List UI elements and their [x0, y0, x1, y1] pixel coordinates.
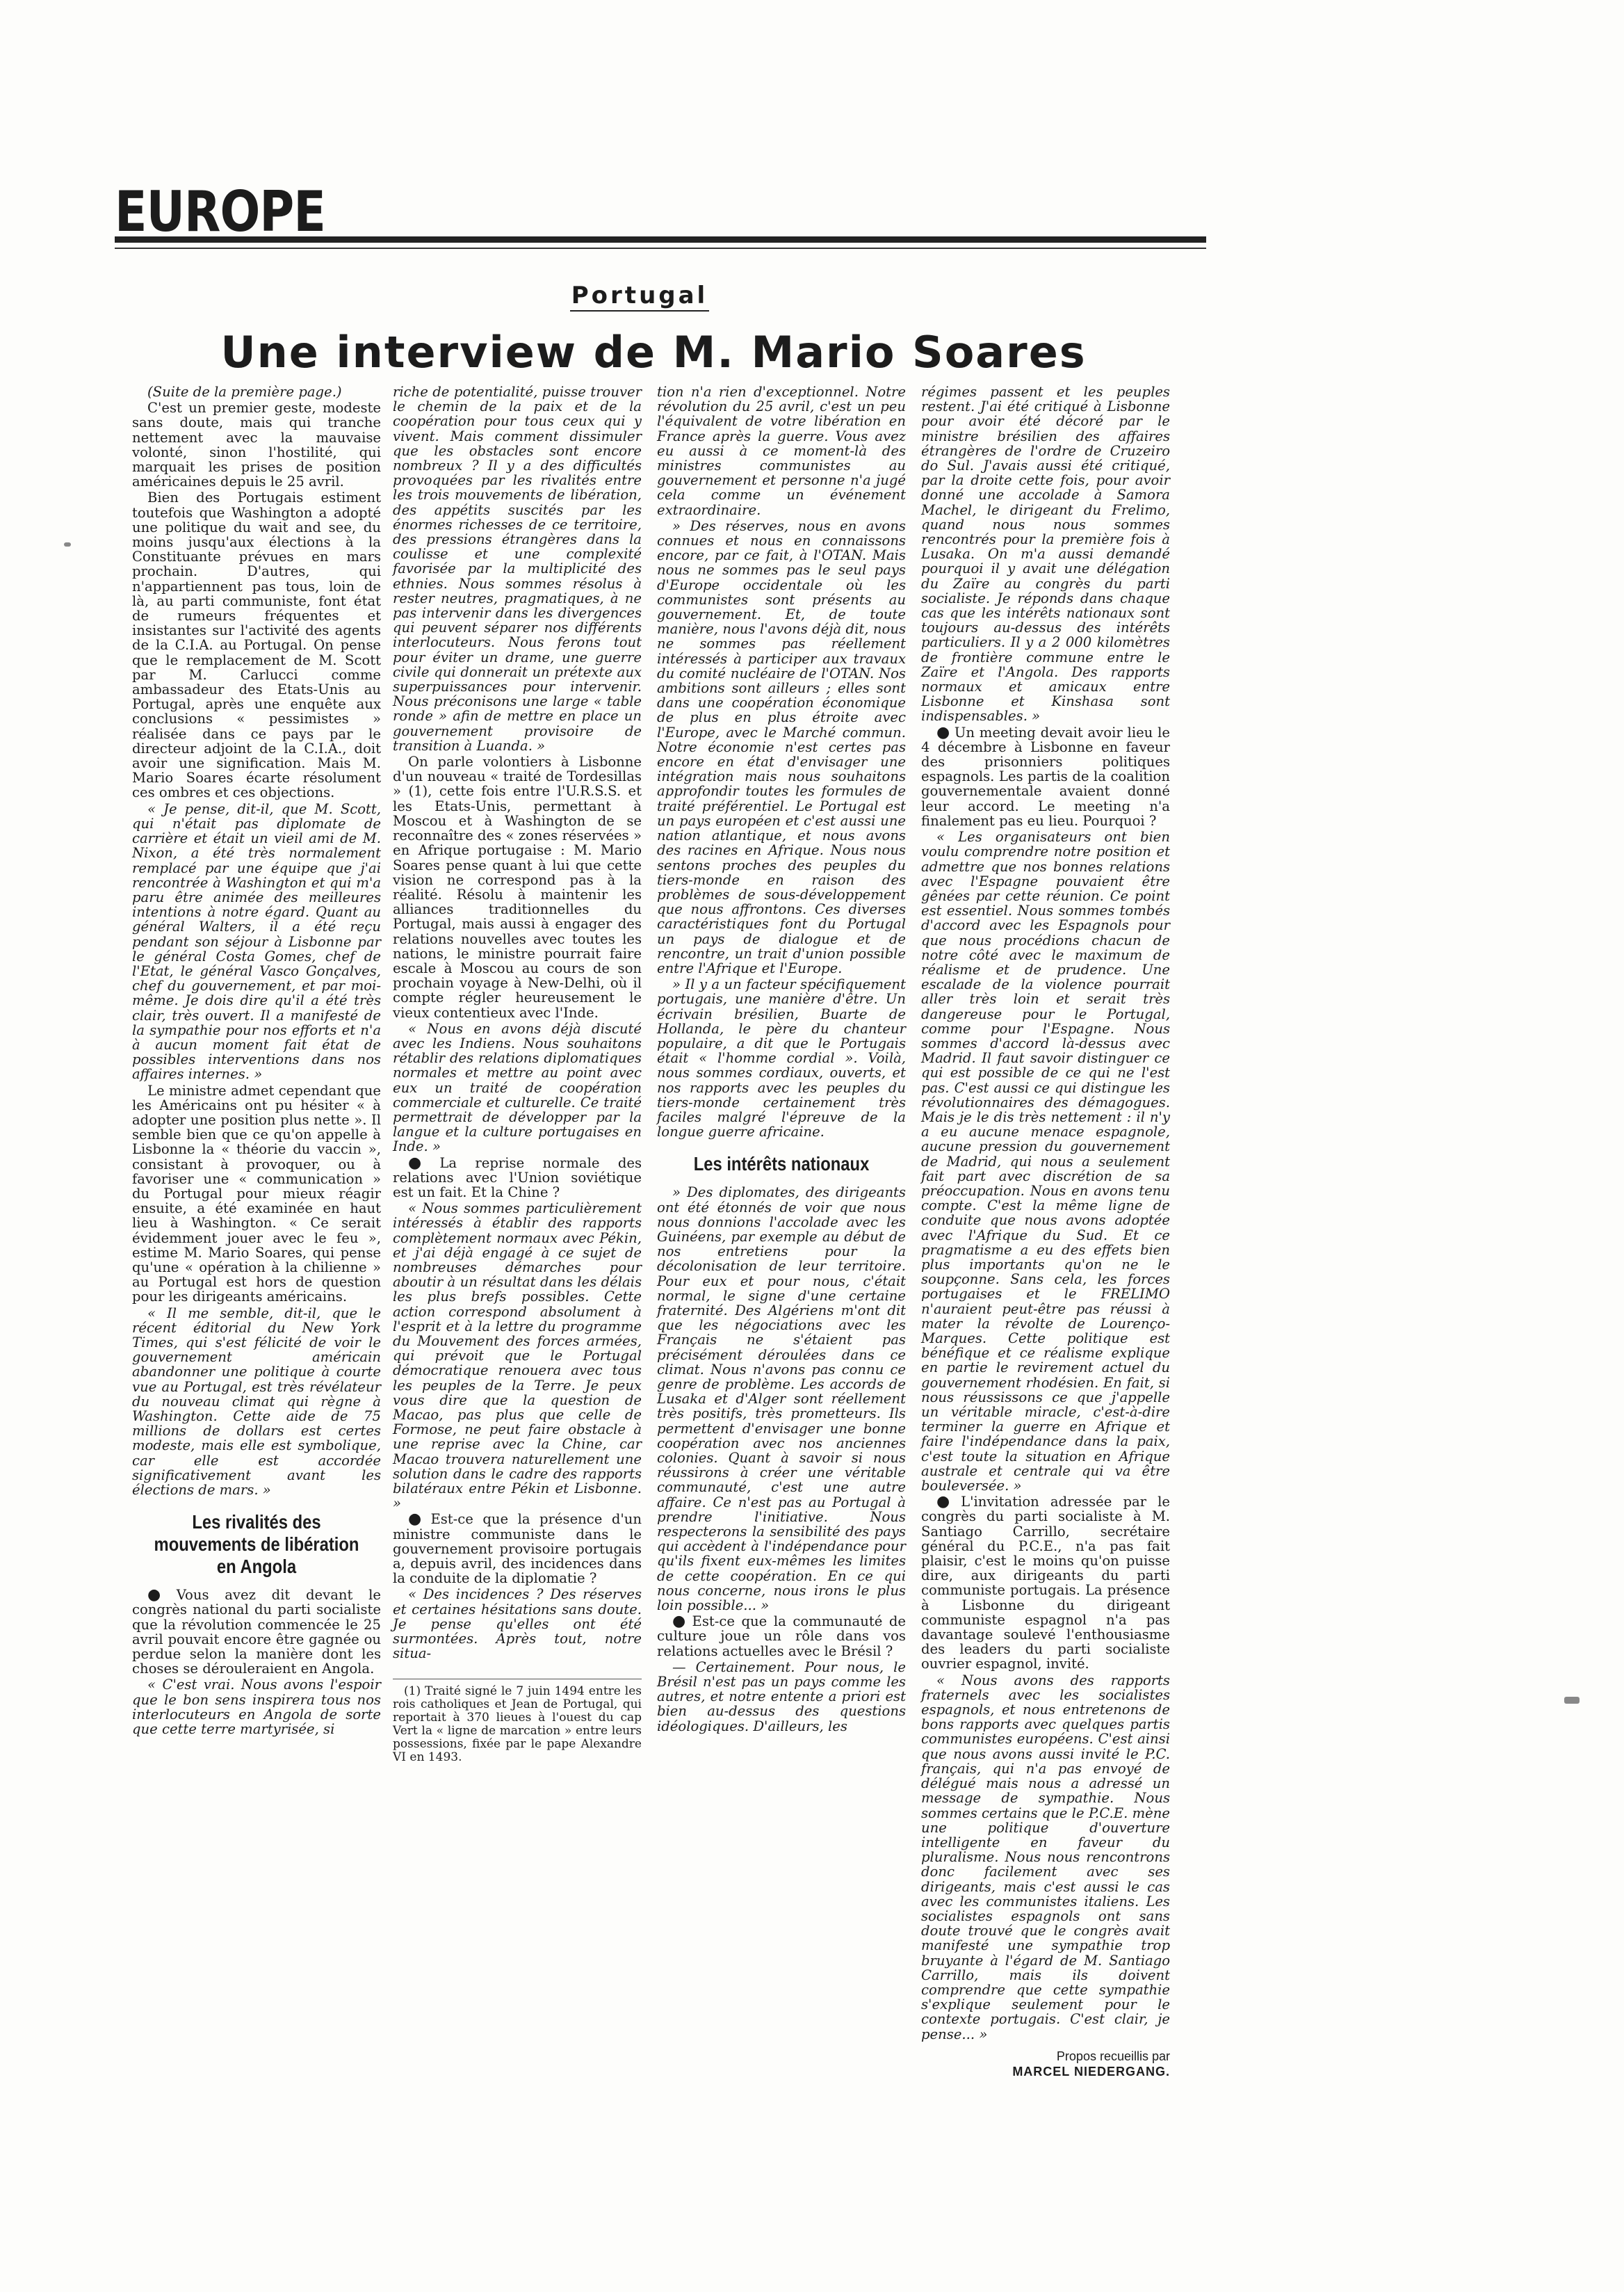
question-text: Est-ce que la présence d'un ministre communiste dans le gouvernement provisoire portugais a, depuis avril, des incidences dans la conduite de la diplomatie ? [393, 1511, 642, 1587]
bullet-icon: ● [147, 1586, 172, 1604]
bullet-icon: ● [408, 1154, 436, 1172]
quote-paragraph: « Nous avons des rapports fraternels avec les socialistes espagnols, et nous entretenons de bons rapports avec quelques partis communistes européens. C'est ainsi que nous avons aussi invité le P.C. français, qui n'a pas envoyé de délégué mais nous a adressé un message de sympathie. Nous sommes certains que le P.C.E. mène une politique d'ouverture intelligente en faveur du pluralisme. Nous nous rencontrons donc facilement avec ses dirigeants, mais c'est aussi le cas avec les communistes italiens. Les socialistes espagnols ont sans doute trouvé que le congrès avait manifesté une sympathie trop bruyante à l'égard de M. Santiago Carrillo, mais ils doivent comprendre que cette sympathie s'explique seulement pour le contexte portugais. C'est clair, je pense... » [921, 1672, 1170, 2042]
scan-speck [1564, 1697, 1580, 1704]
question-paragraph [657, 1614, 906, 1659]
question-text: La reprise normale des relations avec l'Union soviétique est un fait. Et la Chine ? [393, 1154, 642, 1200]
bullet-icon: ● [936, 723, 950, 741]
paragraph: (Suite de la première page.) [147, 384, 342, 400]
question-paragraph [921, 725, 1170, 828]
question-text: L'invitation adressée par le congrès du parti socialiste à M. Santiago Carrillo, secrétaire général du P.C.E., n'a pas fait plaisir, c'est le moins qu'on puisse dire, aux dirigeants du parti communiste portugais. La présence à Lisbonne du dirigeant communiste espagnol n'a pas davantage soulevé l'enthousiasme des leaders du parti socialiste ouvrier espagnol, invité. [921, 1494, 1170, 1672]
subheading: Les rivalités des mouvements de libération en Angola [154, 1511, 359, 1578]
column-4 [921, 385, 1170, 2079]
question-paragraph [132, 1588, 381, 1676]
quote-paragraph: « Nous en avons déjà discuté avec les Indiens. Nous souhaitons rétablir des relations diplomatiques normales et mettre au point avec eux un traité de coopération commerciale et culturelle. Ce traité permettrait de développer par la langue et la culture portugaises en Inde. » [393, 1020, 642, 1155]
column-3 [657, 385, 906, 1735]
paragraph: Bien des Portugais estiment toutefois que Washington a adopté une politique du wait and see, du moins jusqu'aux élections à la Constituante prévues en mars prochain. D'autres, qui n'appartiennent pas tous, loin de là, au parti communiste, font état de rumeurs fréquentes et insistantes sur l'activité des agents de la C.I.A. au Portugal. On pense que le remplacement de M. Scott par M. Carlucci comme ambassadeur des Etats-Unis au Portugal, après une enquête aux conclusions « pessimistes » réalisée dans ce pays par le directeur adjoint de la C.I.A., doit avoir une signification. Mais M. Mario Soares écarte résolument ces ombres et ces objections. [132, 490, 381, 801]
question-text: Un meeting devait avoir lieu le 4 décembre à Lisbonne en faveur des prisonniers politiques espagnols. Les partis de la coalition gouvernementale avaient donné leur accord. Le meeting n'a finalement pas eu lieu. Pourquoi ? [921, 724, 1170, 829]
quote-paragraph: tion n'a rien d'exceptionnel. Notre révolution du 25 avril, c'est un peu l'équivalent de votre libération en France après la guerre. Vous avez eu aussi à ce moment-là des ministres communistes au gouvernement et personne n'a jugé cela comme un événement extraordinaire. [657, 384, 906, 518]
quote-paragraph: » Des diplomates, des dirigeants ont été étonnés de voir que nous nous donnions l'accolade avec les Guinéens, par exemple au début de nos entretiens pour la décolonisation de leur territoire. Pour eux et pour nous, c'était normal, le signe d'une certaine fraternité. Des Algériens m'ont dit que les négociations avec les Français ne s'étaient pas précisément déroulées dans ce climat. Nous n'avons pas connu ce genre de problème. Les accords de Lusaka et d'Alger sont réellement très positifs, très prometteurs. Ils permettent d'envisager une bonne coopération avec nos anciennes colonies. Quant à savoir si nous réussirons à créer une véritable communauté, c'est une autre affaire. Ce n'est pas au Portugal à prendre l'initiative. Nous respecterons la sensibilité des pays qui accèdent à l'indépendance pour qu'ils fixent eux-mêmes les limites de cette coopération. En ce qui nous concerne, nous irons le plus loin possible... » [657, 1184, 906, 1614]
quote-paragraph: régimes passent et les peuples restent. J'ai été critiqué à Lisbonne pour avoir été décoré par le ministre brésilien des affaires étrangères de l'ordre de Cruzeiro do Sul. J'avais aussi été critiqué, par la droite cette fois, pour avoir donné une accolade à Samora Machel, le dirigeant du Frelimo, quand nous nous sommes rencontrés pour la première fois à Lusaka. On m'a aussi demandé pourquoi il y avait une délégation du Zaïre au congrès du parti socialiste. Je réponds dans chaque cas que les intérêts nationaux sont toujours au-dessus des intérêts particuliers. Il y a 2 000 kilomètres de frontière commune entre le Zaïre et l'Angola. Des rapports normaux et amicaux entre Lisbonne et Kinshasa sont indispensables. » [921, 384, 1170, 725]
quote-paragraph: « Nous sommes particulièrement intéressés à établir des rapports complètement normaux avec Pékin, et j'ai déjà engagé à ce sujet de nombreuses démarches pour aboutir à un résultat dans les délais les plus brefs possibles. Cette action correspond absolument à l'esprit et à la lettre du programme du Mouvement des forces armées, qui prévoit que le Portugal démocratique renouera avec tous les peuples de la Terre. Je peux vous dire que la question de Macao, pas plus que celle de Formose, ne peut faire obstacle à une reprise avec la Chine, car Macao trouvera naturellement une solution dans le cadre des rapports bilatéraux entre Pékin et Lisbonne. » [393, 1200, 642, 1512]
bullet-icon: ● [936, 1493, 957, 1511]
paragraph: C'est un premier geste, modeste sans doute, mais qui tranche nettement avec la mauvaise volonté, sinon l'hostilité, qui marquait les prises de position américaines depuis le 25 avril. [132, 400, 381, 490]
quote-paragraph: « C'est vrai. Nous avons l'espoir que le bon sens inspirera tous nos interlocuteurs en Angola de sorte que cette terre martyrisée, si [132, 1677, 381, 1738]
column-1 [132, 385, 381, 1738]
article-headline: Une interview de M. Mario Soares [220, 327, 1087, 378]
quote-paragraph: « Des incidences ? Des réserves et certaines hésitations sans doute. Je pense qu'elles ont été surmontées. Après tout, notre situa- [393, 1586, 642, 1662]
paragraph: On parle volontiers à Lisbonne d'un nouveau « traité de Tordesillas » (1), cette fois entre l'U.R.S.S. et les Etats-Unis, permettant à Moscou et à Washington de se reconnaître des « zones réservées » en Afrique portugaise : M. Mario Soares pense quant à lui que cette vision ne correspond pas à la réalité. Résolu à maintenir les alliances traditionnelles du Portugal, mais aussi à engager des relations nouvelles avec toutes les nations, le ministre pourrait faire escale à Moscou au cours de son prochain voyage à New-Delhi, où il compte régler heureusement le vieux contentieux avec l'Inde. [393, 754, 642, 1021]
paragraph: Le ministre admet cependant que les Américains ont pu hésiter « à adopter une position plus nette ». Il semble bien que ce qu'on appelle à Lisbonne la « théorie du vaccin », consistant à provoquer, ou à favoriser une « communication » du Portugal pour mieux réagir ensuite, a été examinée en haut lieu à Washington. « Ce serait évidemment jouer avec le feu », estime M. Mario Soares, qui pense qu'une « opération à la chilienne » au Portugal est hors de question pour les dirigeants américains. [132, 1082, 381, 1305]
scan-speck [64, 542, 71, 547]
section-rule-thin [115, 248, 1206, 249]
byline-intro: Propos recueillis par [1056, 2049, 1170, 2063]
quote-paragraph: « Je pense, dit-il, que M. Scott, qui n'était pas diplomate de carrière et était un vieil ami de M. Nixon, a été très normalement remplacé par une équipe que j'ai rencontrée à Washington et qui m'a paru être animée des meilleures intentions à notre égard. Quant au général Walters, il a été reçu pendant son séjour à Lisbonne par le général Costa Gomes, chef de l'Etat, le général Vasco Gonçalves, chef du gouvernement, et par moi-même. Je dois dire qu'il a été très clair, très ouvert. Il a manifesté de la sympathie pour nos efforts et n'a à aucun moment fait état de possibles interventions dans nos affaires internes. » [132, 800, 381, 1083]
quote-paragraph: « Les organisateurs ont bien voulu comprendre notre position et admettre que nos bonnes relations avec l'Espagne pouvaient être gênées par cette réunion. Ce point est essentiel. Nous sommes tombés d'accord avec les Espagnols pour que nous procédions chacun de notre côté avec le maximum de réalisme et de prudence. Une escalade de la violence pourrait aller très loin et serait très dangereuse pour le Portugal, comme pour l'Espagne. Nous sommes d'accord là-dessus avec Madrid. Il faut savoir distinguer ce qui est possible de ce qui ne l'est pas. C'est aussi ce qui distingue les révolutionnaires des démagogues. Mais je le dis très nettement : il n'y a eu aucune menace espagnole, aucune pression du gouvernement de Madrid, qui nous a seulement fait part avec discrétion de sa préoccupation. Nous en avons tenu compte. C'est la même ligne de conduite que nous avons adoptée avec l'Afrique du Sud. Et ce pragmatisme a eu des effets bien plus importants qu'on ne le soupçonne. Sans cela, les forces portugaises et le FRELIMO n'auraient peut-être pas réussi à mater la révolte de Lourenço-Marques. Cette politique est bénéfique et ce réalisme explique en partie le revirement actuel du gouvernement rhodésien. En fait, si nous réussissons ce que j'appelle un véritable miracle, c'est-à-dire terminer la guerre en Afrique et faire l'indépendance dans la paix, c'est toute la situation en Afrique australe et centrale qui va être bouleversée. » [921, 829, 1170, 1494]
quote-paragraph: » Des réserves, nous en avons connues et nous en connaissons encore, par ce fait, à l'OTAN. Mais nous ne sommes pas le seul pays d'Europe occidentale où les communistes sont présents au gouvernement. Et, de toute manière, nous l'avons déjà dit, nous ne sommes pas réellement intéressés à participer aux travaux du comité nucléaire de l'OTAN. Nos ambitions sont ailleurs ; elles sont dans une coopération économique de plus en plus étroite avec l'Europe, avec le Marché commun. Notre économie n'est certes pas encore en état d'envisager une intégration mais nous souhaitons approfondir toutes les formules de traité préférentiel. Le Portugal est un pays européen et c'est aussi une nation atlantique, et nous avons des racines en Afrique. Nous nous sentons proches des peuples du tiers-monde en raison des problèmes de sous-développement que nous affrontons. Ces diverses caractéristiques font du Portugal un pays de dialogue et de rencontre, un trait d'union possible entre l'Afrique et l'Europe. [657, 517, 906, 976]
subheading: Les intérêts nationaux [693, 1153, 870, 1175]
question-paragraph [393, 1156, 642, 1200]
footnote: (1) Traité signé le 7 juin 1494 entre les rois catholiques et Jean de Portugal, qui reportait à 370 lieues à l'ouest du cap Vert la « ligne de marcation » entre leurs possessions, fixée par le pape Alexandre VI en 1493. [393, 1679, 642, 1764]
question-text: Est-ce que la communauté de culture joue un rôle dans vos relations actuelles avec le Brésil ? [657, 1613, 906, 1659]
question-text: Vous avez dit devant le congrès national du parti socialiste que la révolution commencée le 25 avril pouvait encore être gagnée ou perdue selon la manière dont les choses se dérouleraient en Angola. [132, 1587, 381, 1677]
byline [921, 2049, 1170, 2079]
kicker: Portugal [570, 282, 709, 312]
question-paragraph [393, 1512, 642, 1585]
quote-paragraph: » Il y a un facteur spécifiquement portugais, une manière d'être. Un écrivain brésilien, Buarte de Hollanda, le père du chanteur populaire, a dit que le Portugais était « l'homme cordial ». Voilà, nous sommes cordiaux, ouverts, et nos rapports avec les peuples du tiers-monde certainement très faciles malgré l'épreuve de la longue guerre africaine. [657, 976, 906, 1140]
bullet-icon: ● [672, 1613, 688, 1631]
quote-paragraph: — Certainement. Pour nous, le Brésil n'est pas un pays comme les autres, et notre entente a priori est bien au-dessus des questions idéologiques. D'ailleurs, les [657, 1659, 906, 1734]
section-title: EUROPE [115, 179, 326, 244]
quote-paragraph: riche de potentialité, puisse trouver le chemin de la paix et de la coopération pour tous ceux qui y vivent. Mais comment dissimuler que les obstacles sont encore nombreux ? Il y a des difficultés provoquées par les rivalités entre les trois mouvements de libération, des appétits suscités par les énormes richesses de ce territoire, des pressions étrangères dans la coulisse et une complexité favorisée par la multiplicité des ethnies. Nous sommes résolus à rester neutres, pragmatiques, à ne pas intervenir dans les divergences qui peuvent séparer nos différents interlocuteurs. Nous ferons tout pour éviter un drame, une guerre civile qui donnerait un prétexte aux superpuissances pour intervenir. Nous préconisons une large « table ronde » afin de mettre en place un gouvernement provisoire de transition à Luanda. » [393, 384, 642, 754]
question-paragraph [921, 1494, 1170, 1671]
bullet-icon: ● [408, 1510, 427, 1528]
quote-paragraph: « Il me semble, dit-il, que le récent éditorial du New York Times, qui s'est félicité de voir le gouvernement américain abandonner une politique à courte vue au Portugal, est très révélateur du nouveau climat qui règne à Washington. Cette aide de 75 millions de dollars est certes modeste, mais elle est symbolique, car elle est accordée significativement avant les élections de mars. » [132, 1305, 381, 1499]
column-2 [393, 385, 642, 1764]
byline-author: MARCEL NIEDERGANG. [1012, 2064, 1170, 2079]
